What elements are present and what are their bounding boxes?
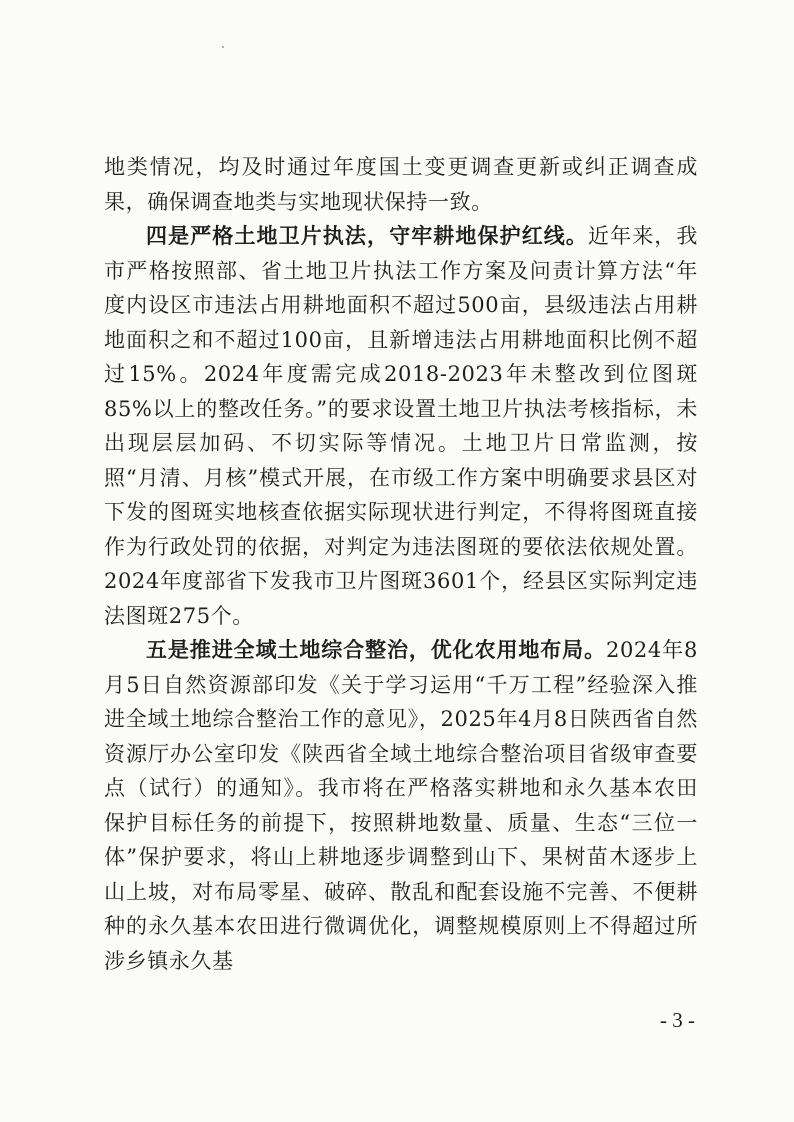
- page-number: - 3 -: [660, 1008, 695, 1032]
- paragraph-continuation: [104, 150, 698, 219]
- scan-speck: [222, 46, 224, 48]
- paragraph-text: 近年来，我市严格按照部、省土地卫片执法工作方案及问责计算方法“年度内设区市违法占用耕地面积不超过500亩，县级违法占用耕地面积之和不超过100亩，且新增违法占用耕地面积比例不超过15%。2024年度需完成2018-2023年未整改到位图斑85%以上的整改任务。”的要求设置土地卫片执法考核指标，未出现层层加码、不切实际等情况。土地卫片日常监测，按照“月清、月核”模式开展，在市级工作方案中明确要求县区对下发的图斑实地核查依据实际现状进行判定，不得将图斑直接作为行政处罚的依据，对判定为违法图斑的要依法依规处置。2024年度部省下发我市卫片图斑3601个，经县区实际判定违法图斑275个。: [104, 224, 698, 628]
- paragraph-text: 2024年8月5日自然资源部印发《关于学习运用“千万工程”经验深入推进全域土地综合整治工作的意见》，2025年4月8日陕西省自然资源厅办公室印发《陕西省全域土地综合整治项目省级审查要点（试行）的通知》。我市将在严格落实耕地和永久基本农田保护目标任务的前提下，按照耕地数量、质量、生态“三位一体”保护要求，将山上耕地逐步调整到山下、果树苗木逐步上山上坡，对布局零星、破碎、散乱和配套设施不完善、不便耕种的永久基本农田进行微调优化，调整规模原则上不得超过所涉乡镇永久基: [104, 638, 698, 973]
- paragraph-land-consolidation: [104, 633, 698, 978]
- paragraph-heading: 五是推进全域土地综合整治，优化农用地布局。: [146, 638, 606, 662]
- paragraph-text: 地类情况，均及时通过年度国土变更调查更新或纠正调查成果，确保调查地类与实地现状保持一致。: [104, 155, 698, 214]
- paragraph-heading: 四是严格土地卫片执法，守牢耕地保护红线。: [146, 224, 588, 248]
- paragraph-satellite-enforcement: [104, 219, 698, 633]
- document-body: [104, 150, 698, 978]
